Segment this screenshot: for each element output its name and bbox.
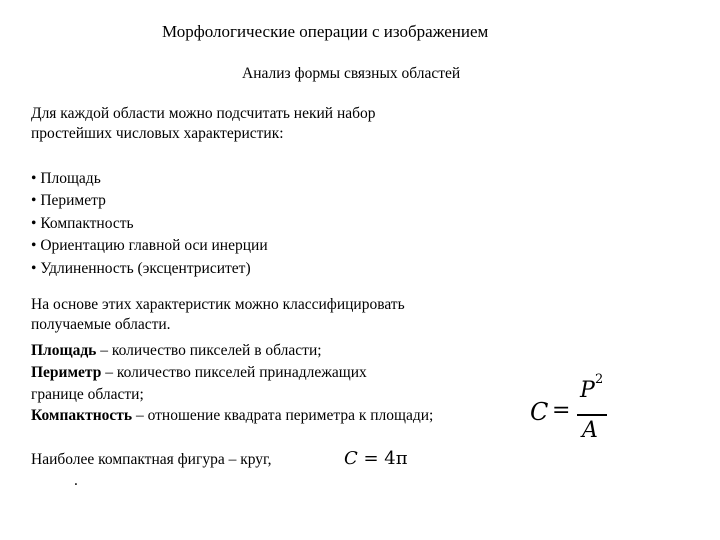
formula-equals: =	[552, 398, 571, 423]
list-item: • Периметр	[31, 190, 268, 212]
formula-lhs: C	[530, 398, 549, 426]
perimeter-term: Периметр	[31, 363, 102, 381]
formula-numerator: P	[580, 378, 595, 403]
intro-paragraph	[31, 104, 376, 144]
area-term: Площадь	[31, 342, 97, 359]
list-item: • Удлиненность (эксцентриситет)	[31, 258, 268, 280]
compactness-text: – отношение квадрата периметра к площади;	[132, 407, 434, 425]
slide-subtitle: Анализ формы связных областей	[242, 65, 461, 82]
intro-line-1: Для каждой области можно подсчитать некий набор	[31, 105, 376, 122]
perimeter-definition-cont: границе области;	[31, 385, 144, 403]
compactness-formula	[530, 372, 620, 450]
classify-line-1: На основе этих характеристик можно классифицировать	[31, 296, 405, 313]
circle-formula-rhs: = 4π	[357, 448, 408, 469]
circle-formula	[344, 448, 408, 469]
definitions	[31, 340, 433, 427]
compactness-definition	[31, 405, 433, 427]
compactness-term: Компактность	[31, 407, 133, 425]
formula-denominator: A	[582, 418, 598, 443]
list-item: • Ориентацию главной оси инерции	[31, 235, 268, 257]
trailing-dot: .	[74, 472, 78, 489]
area-text: – количество пикселей в области;	[96, 342, 322, 359]
fraction-bar	[577, 414, 607, 416]
perimeter-text: – количество пикселей принадлежащих	[101, 363, 367, 381]
area-definition	[31, 340, 433, 362]
classify-line-2: получаемые области.	[31, 316, 171, 333]
classify-paragraph	[31, 295, 405, 335]
intro-line-2: простейших числовых характеристик:	[31, 125, 284, 142]
list-item: • Площадь	[31, 168, 268, 190]
slide-title: Морфологические операции с изображением	[162, 22, 489, 41]
list-item: • Компактность	[31, 213, 268, 235]
characteristics-list	[31, 168, 268, 280]
circle-formula-lhs: C	[344, 448, 358, 469]
perimeter-definition	[31, 362, 433, 384]
circle-sentence: Наиболее компактная фигура – круг,	[31, 451, 272, 468]
formula-exponent: 2	[595, 372, 604, 387]
